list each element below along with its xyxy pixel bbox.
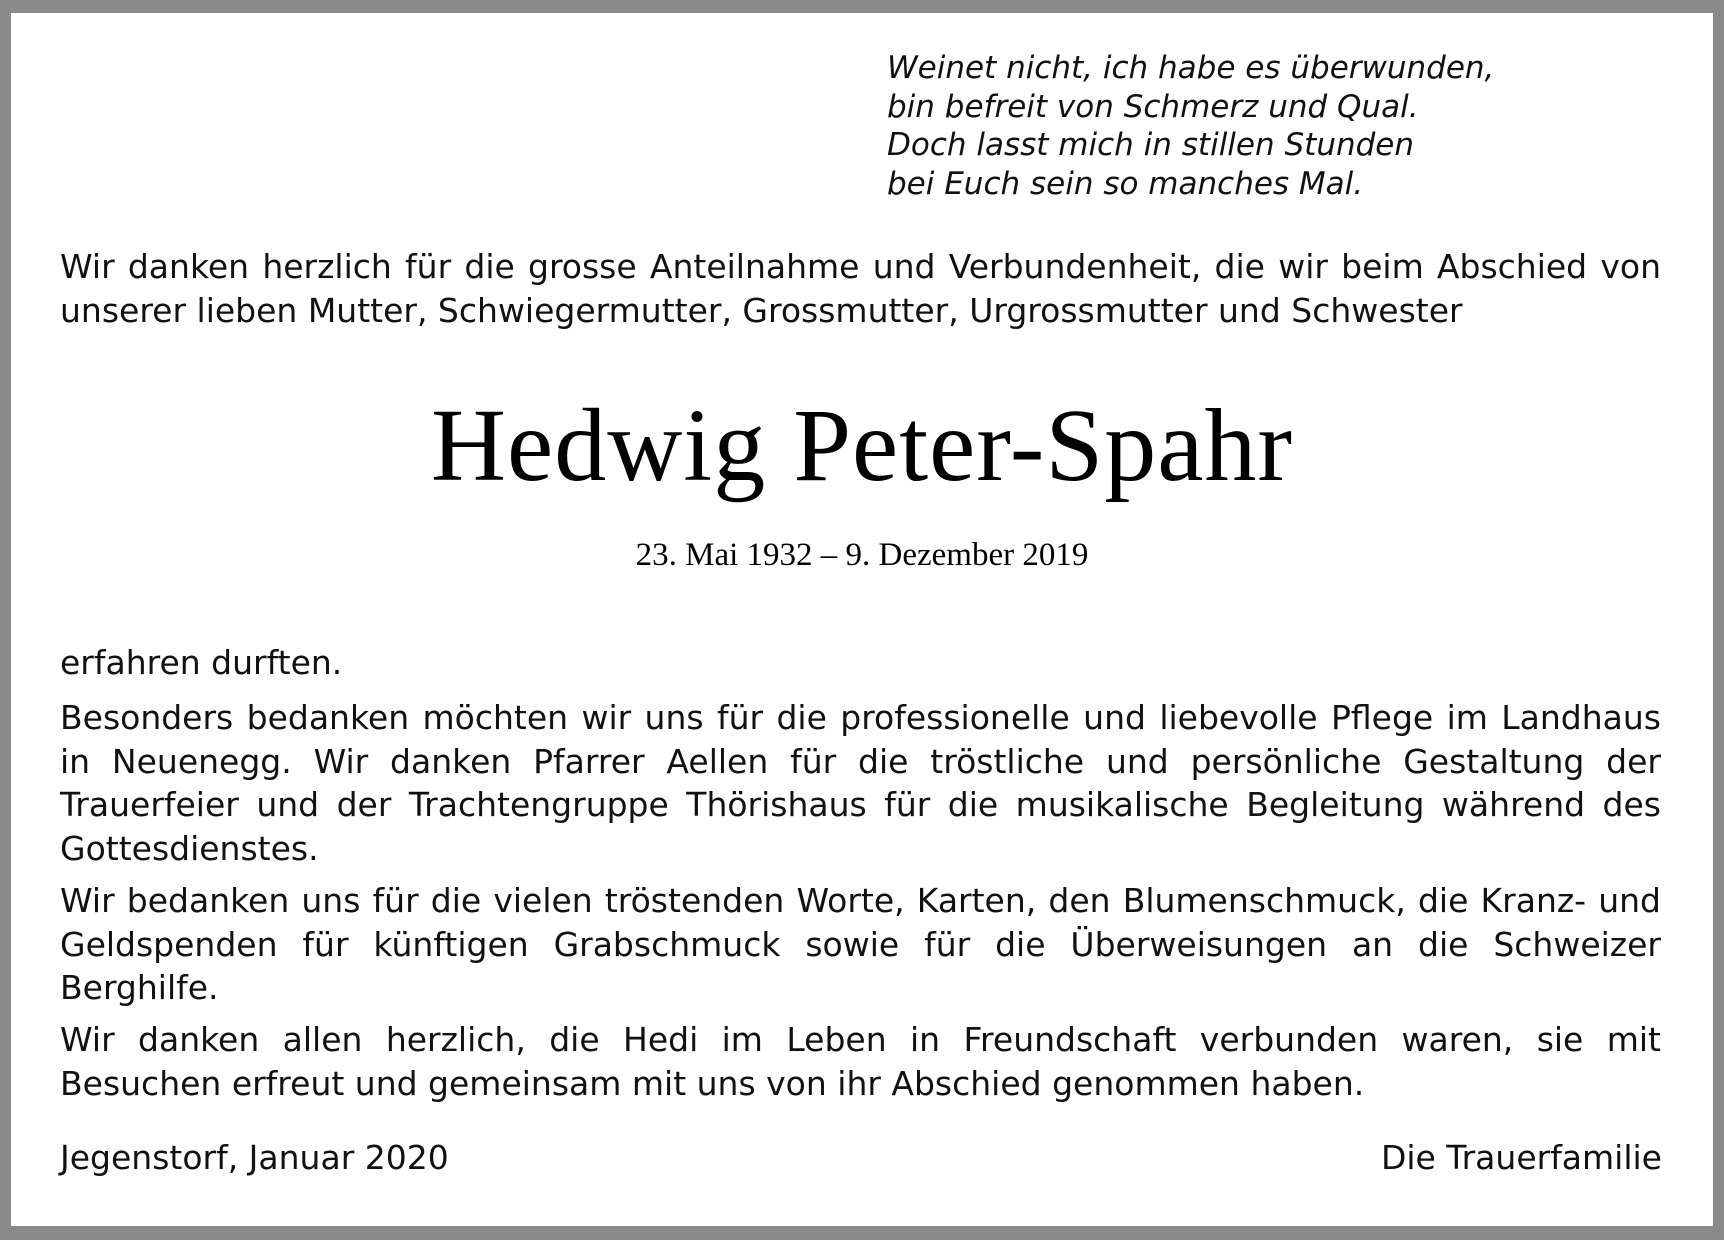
thanks-friends-paragraph: Wir danken allen herzlich, die Hedi im Leben in Freundschaft verbunden waren, sie mit Besuchen erfreut und gemeinsam mit uns von ihr Abschied genommen haben.	[60, 1020, 1661, 1103]
deceased-name: Hedwig Peter-Spahr	[430, 388, 1294, 503]
thanks-care-paragraph: Besonders bedanken möchten wir uns für die professionelle und liebevolle Pflege im Landhaus in Neuenegg. Wir danken Pfarrer Aellen für die tröstliche und persönliche Gestaltung der Trauerfeier und der Trachtengruppe Thörishaus für die musikalische Begleitung während des Gottesdienstes.	[60, 698, 1661, 868]
signature: Die Trauerfamilie	[1380, 1138, 1662, 1177]
poem-line: Weinet nicht, ich habe es überwunden,	[887, 50, 1495, 86]
place-date: Jegenstorf, Januar 2020	[60, 1138, 449, 1177]
poem-line: bei Euch sein so manches Mal.	[887, 165, 1364, 202]
poem-line: Doch lasst mich in stillen Stunden	[887, 127, 1415, 163]
obituary-card	[11, 13, 1713, 1226]
thanks-condolences-paragraph: Wir bedanken uns für die vielen tröstenden Worte, Karten, den Blumenschmuck, die Kranz- und Geldspenden für künftigen Grabschmuck sowie für die Überweisungen an die Schweizer Berghilfe.	[60, 881, 1661, 1007]
life-dates: 23. Mai 1932 – 9. Dezember 2019	[635, 537, 1089, 573]
intro-paragraph: Wir danken herzlich für die grosse Anteilnahme und Verbundenheit, die wir beim Abschied von unserer lieben Mutter, Schwiegermutter, Grossmutter, Urgrossmutter und Schwester	[60, 247, 1661, 330]
poem	[887, 49, 1494, 203]
continuation-text: erfahren durften.	[60, 643, 343, 682]
poem-line: bin befreit von Schmerz und Qual.	[887, 88, 1419, 125]
